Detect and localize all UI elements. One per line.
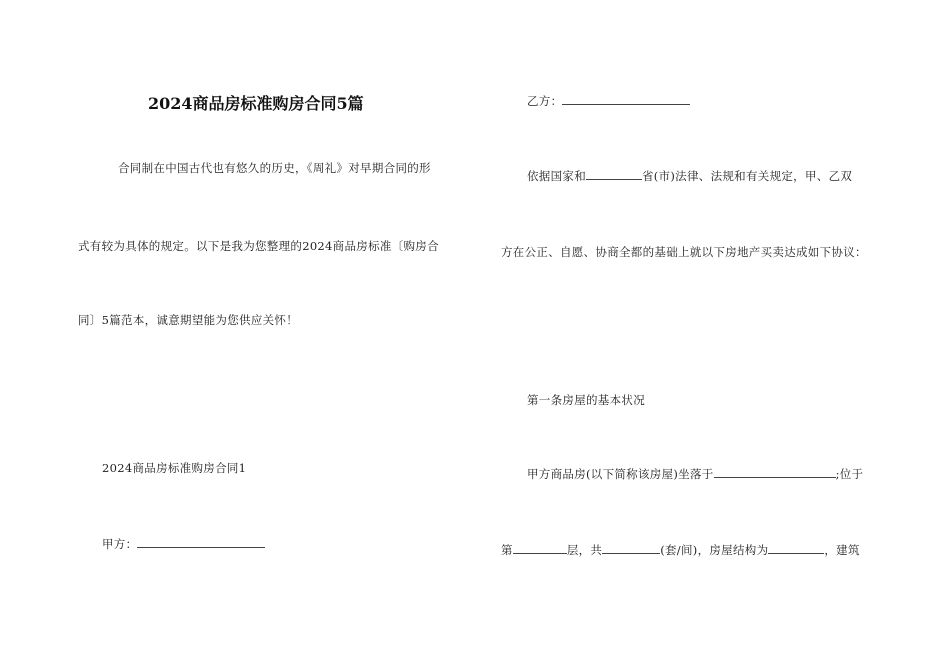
floor-blank [513,543,567,554]
floor-mid2: (套/间)，房屋结构为 [660,543,769,557]
party-a-row [102,536,265,552]
floor-mid1: 层，共 [566,543,603,557]
units-blank [602,543,660,554]
intro-line-1: 合同制在中国古代也有悠久的历史，《周礼》对早期合同的形 [118,161,431,175]
basis-text-a: 依据国家和 [527,169,586,183]
floor-line [501,542,860,558]
right-page-column [475,0,950,672]
province-blank [586,169,642,180]
party-b-label: 乙方： [527,94,563,108]
party-a-blank [137,537,265,548]
location-text-a: 甲方商品房(以下简称该房屋)坐落于 [527,467,714,481]
intro-line-2: 式有较为具体的规定。以下是我为您整理的2024商品房标准〔购房合 [78,239,439,253]
basis-line-2: 方在公正、自愿、协商全都的基础上就以下房地产买卖达成如下协议： [501,245,867,259]
party-a-label: 甲方： [102,537,138,551]
document-title: 2024商品房标准购房合同5篇 [148,94,364,113]
floor-end: ，建筑 [824,543,860,557]
basis-line-1 [527,168,852,184]
structure-blank [768,543,824,554]
party-b-row [527,93,690,109]
article-1-heading: 第一条房屋的基本状况 [527,393,645,407]
basis-text-b: 省(市)法律、法规和有关规定，甲、乙双 [642,169,853,183]
intro-line-3: 同〕5篇范本，诚意期望能为您供应关怀！ [78,313,299,327]
party-b-blank [562,94,690,105]
location-line [527,466,863,482]
location-text-b: ;位于 [835,467,864,481]
section-heading: 2024商品房标准购房合同1 [102,461,247,475]
location-blank [714,467,836,478]
floor-prefix: 第 [501,543,513,557]
